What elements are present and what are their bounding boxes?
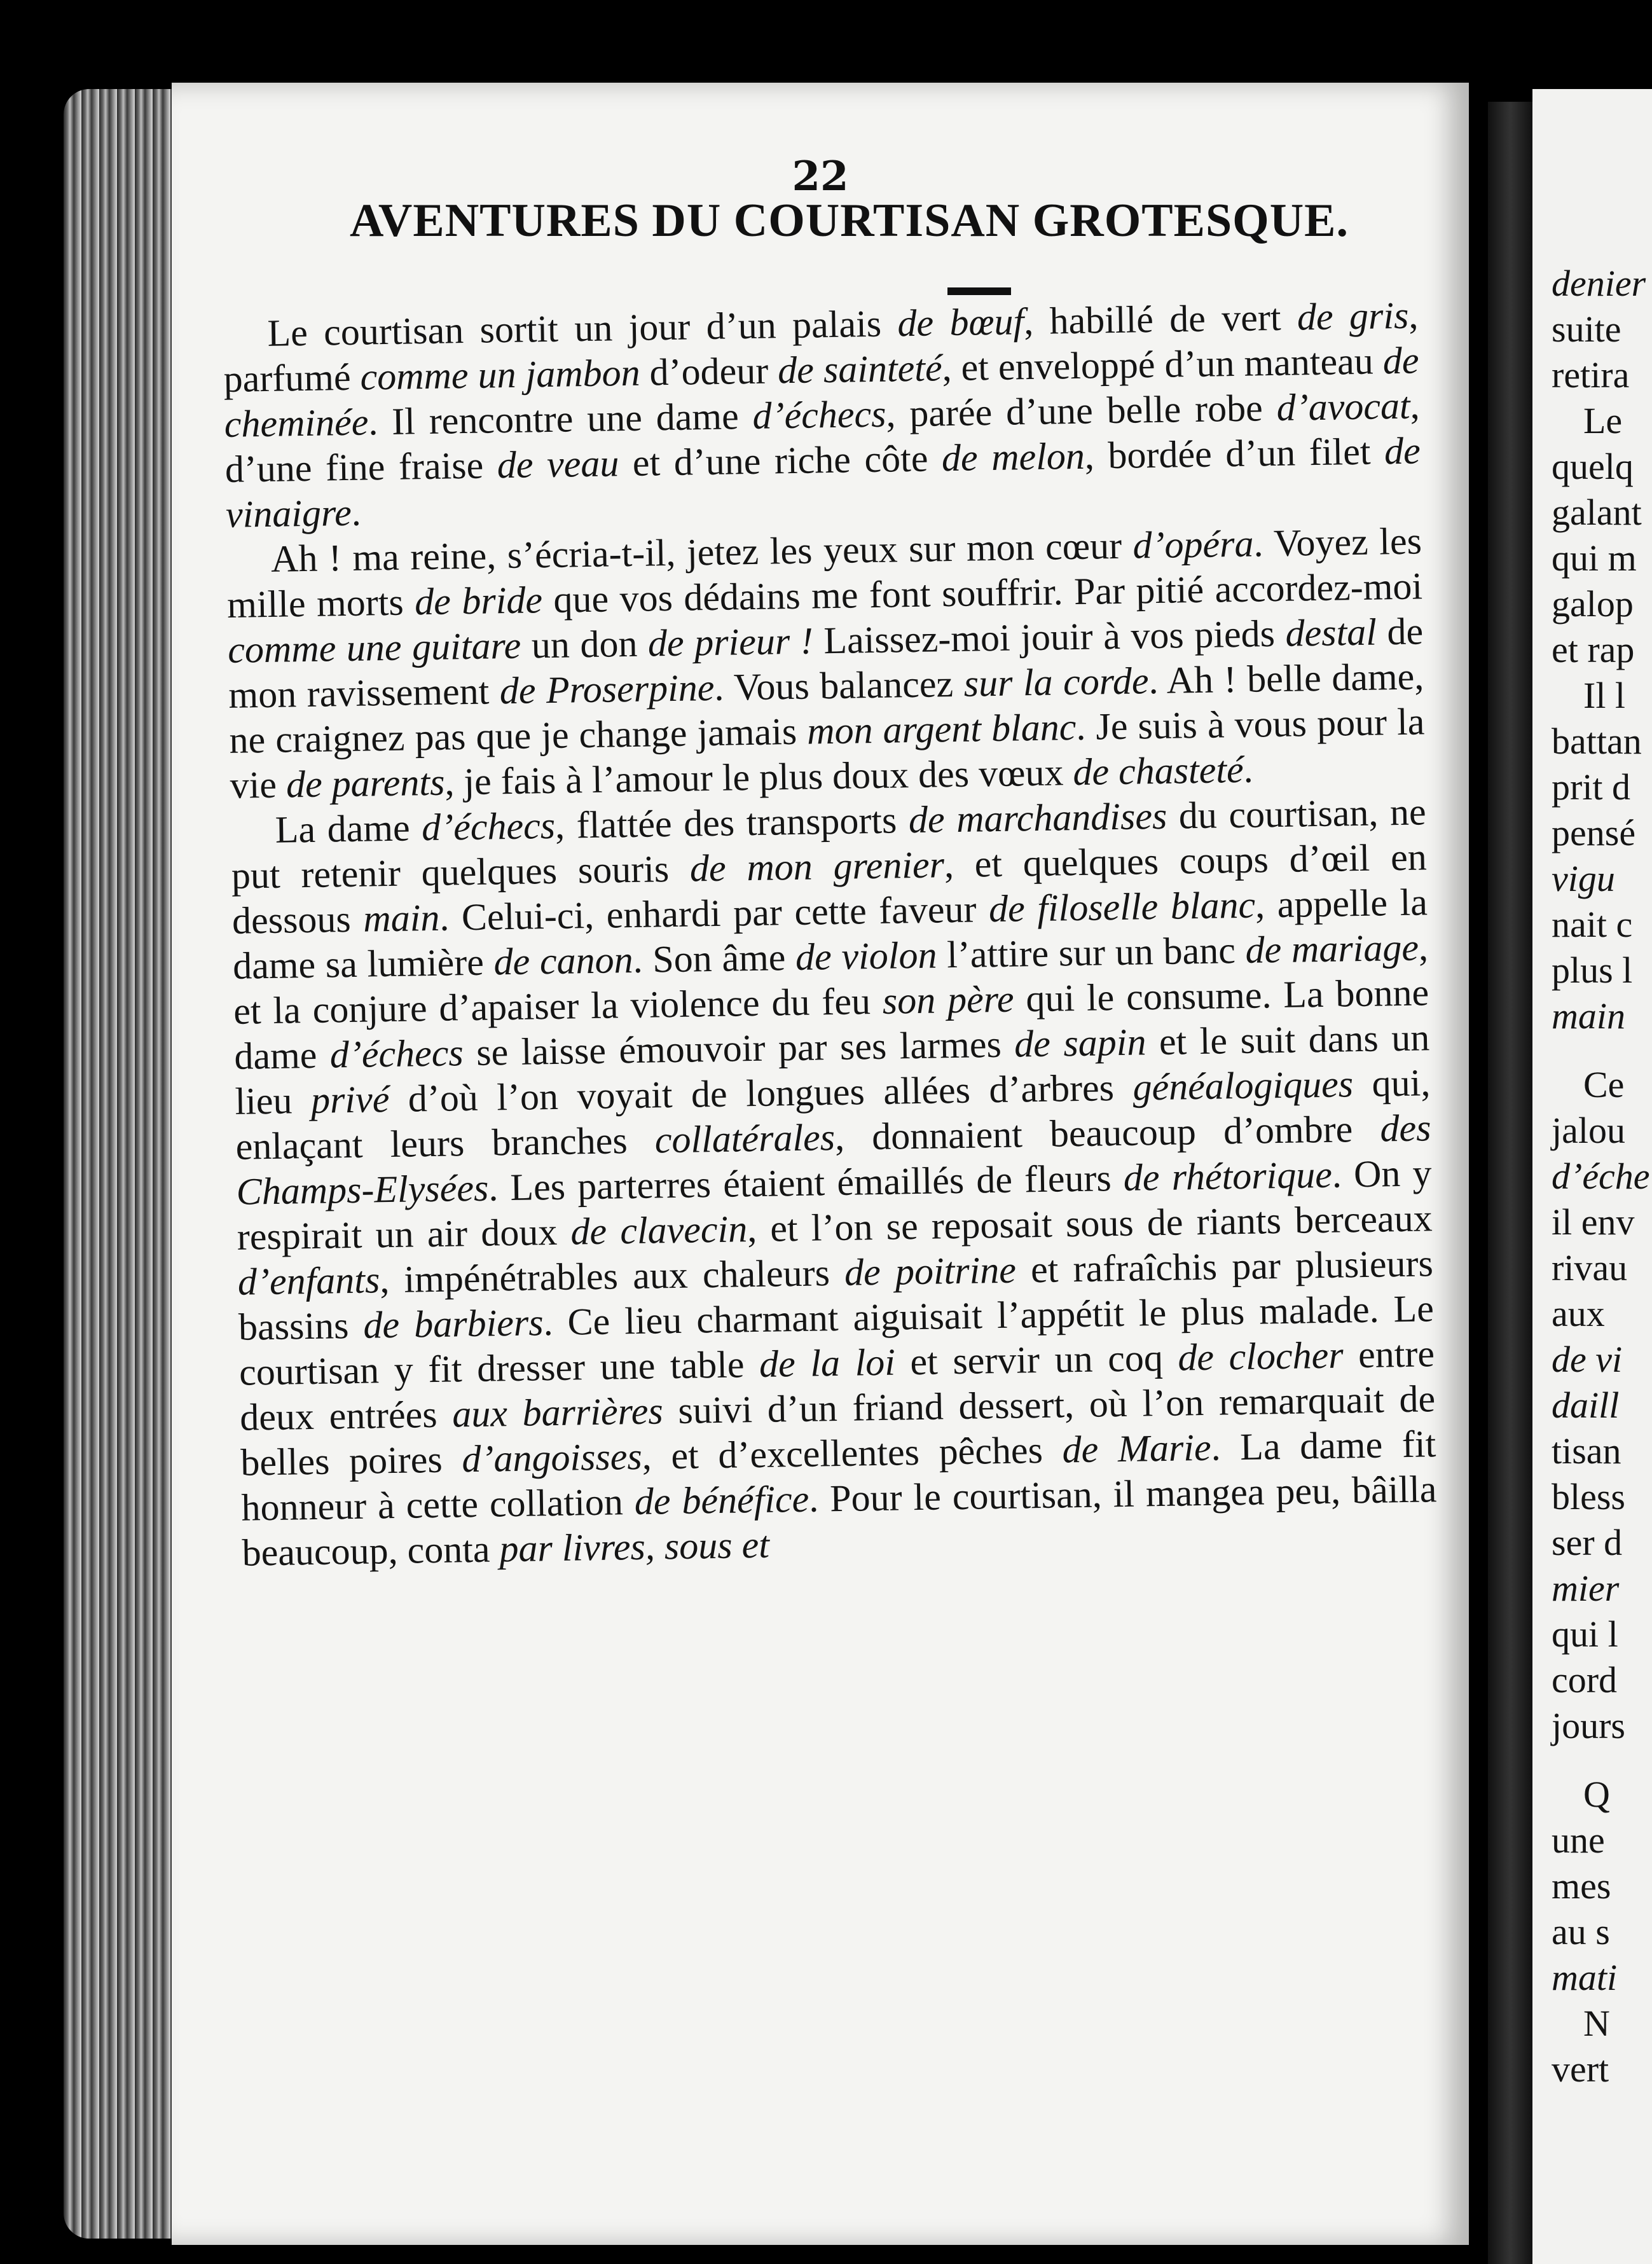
italic-phrase: d’échecs [421, 804, 556, 849]
text-run: . Celui-ci, enhardi par cette faveur [439, 888, 989, 939]
text-fragment: tisan [1552, 1430, 1621, 1472]
text-run: , et enveloppé d’un manteau [942, 340, 1384, 389]
text-run: , appelle la dame sa lumière [232, 881, 1428, 987]
right-page-line [1552, 1474, 1650, 1520]
right-page-line [1552, 1612, 1650, 1657]
text-fragment: une [1552, 1819, 1605, 1861]
right-page-partial [1532, 89, 1652, 2264]
text-fragment: N [1583, 2003, 1610, 2044]
text-fragment: Ce [1583, 1064, 1625, 1105]
text-run: . Pour le courtisan, il mangea peu, bâilla beaucoup, conta [242, 1468, 1437, 1574]
right-page-line [1552, 1772, 1650, 1818]
italic-phrase: aux barrières [451, 1390, 664, 1435]
text-fragment: qui l [1552, 1613, 1618, 1655]
italic-phrase: de bride [414, 579, 543, 623]
text-fragment: jours [1552, 1705, 1625, 1746]
text-fragment: Il l [1583, 675, 1626, 716]
text-run: , donnaient beaucoup d’ombre [834, 1107, 1380, 1159]
text-run: , habillé de vert [1023, 296, 1298, 343]
italic-phrase: de clocher [1177, 1334, 1344, 1379]
italic-phrase: d’opéra [1132, 522, 1254, 567]
paragraph [226, 518, 1426, 808]
right-page-line [1552, 764, 1650, 810]
text-run: . Voyez les mille morts [226, 520, 1422, 626]
italic-fragment: mier [1552, 1568, 1620, 1609]
text-fragment: suite [1552, 308, 1621, 350]
text-run: . Il rencontre une dame [368, 394, 754, 443]
paragraph [230, 789, 1438, 1575]
text-run: et rafraîchis par plusieurs bassins [238, 1242, 1434, 1348]
text-fragment: cord [1552, 1659, 1618, 1701]
text-run: , et l’on se reposait sous de riants berceaux [747, 1197, 1433, 1250]
text-run: qui le consume. La bonne dame [233, 971, 1429, 1077]
text-fragment: il env [1552, 1201, 1635, 1243]
text-run: et le suit dans un lieu [234, 1016, 1430, 1122]
right-page-line [1552, 352, 1650, 398]
text-fragment: galant [1552, 492, 1642, 533]
right-page-line [1552, 1154, 1650, 1199]
italic-phrase: destal [1285, 611, 1377, 654]
italic-phrase: de vinaigre [225, 429, 1421, 535]
book-gutter [1488, 102, 1532, 2264]
right-page-line [1552, 1520, 1650, 1566]
italic-phrase: comme un jambon [360, 351, 641, 398]
right-page-line [1552, 1108, 1650, 1154]
right-page-line [1552, 1291, 1650, 1337]
text-run: l’attire sur un banc [936, 928, 1246, 976]
text-run: Ah ! ma reine, s’écria-t-il, jetez les yeux sur mon cœur [270, 524, 1134, 580]
italic-phrase: de bœuf [897, 300, 1024, 345]
italic-phrase: généalogiques [1132, 1063, 1354, 1108]
italic-phrase: de sainteté [777, 347, 943, 392]
text-fragment: battan [1552, 721, 1642, 762]
italic-fragment: daill [1552, 1384, 1620, 1426]
right-page-line [1552, 993, 1650, 1039]
text-run: . Les parterres étaient émaillés de fleurs [488, 1156, 1124, 1209]
text-run: un don [520, 622, 649, 666]
text-run: , flattée des transports [554, 799, 909, 846]
right-page-line [1552, 2047, 1650, 2092]
right-page-line [1552, 673, 1650, 719]
chapter-title: AVENTURES DU COURTISAN GROTESQUE. [350, 195, 1349, 247]
right-page-line [1552, 1909, 1650, 1955]
right-page-line [1552, 1428, 1650, 1474]
page-edges [64, 89, 178, 2239]
text-run: Laissez-moi jouir à vos pieds [813, 612, 1286, 662]
italic-phrase: de gris [1297, 294, 1409, 338]
text-fragment: aux [1552, 1293, 1605, 1334]
text-run: suivi d’un friand dessert, où l’on remarquait de belles poires [240, 1377, 1436, 1484]
italic-phrase: de prieur ! [647, 619, 814, 665]
text-fragment: Q [1583, 1774, 1610, 1815]
text-run: , et d’excellentes pêches [642, 1428, 1063, 1477]
italic-fragment: de vi [1552, 1339, 1623, 1380]
italic-phrase: de clavecin [570, 1208, 748, 1253]
italic-fragment: d’éche [1552, 1156, 1650, 1197]
italic-phrase: de poitrine [844, 1248, 1017, 1294]
right-page-line [1552, 444, 1650, 490]
text-run: , et quelques coups d’œil en dessous [231, 836, 1428, 942]
text-run: , parfumé [223, 294, 1419, 400]
text-run: . Son âme [633, 935, 796, 981]
text-run: d’odeur [640, 349, 778, 394]
right-page-line [1552, 1863, 1650, 1909]
right-page-line [1552, 719, 1650, 764]
text-fragment: et rap [1552, 629, 1635, 670]
body-text [223, 293, 1438, 1575]
italic-phrase: de chasteté [1072, 748, 1244, 794]
italic-phrase: de filoselle blanc [988, 883, 1256, 930]
page-number: 22 [792, 153, 849, 200]
text-fragment: jalou [1552, 1110, 1625, 1151]
text-run: de mon ravissement [228, 610, 1424, 716]
text-run: . Ah ! belle dame, ne craignez pas que je change jamais [229, 655, 1424, 761]
text-run: et d’une riche côte [618, 437, 942, 485]
text-run: La dame [275, 806, 422, 851]
italic-phrase: de cheminée [224, 339, 1419, 445]
text-fragment: rivau [1552, 1247, 1628, 1288]
text-run: , impénétrables aux chaleurs [379, 1251, 845, 1301]
text-run: et servir un coq [895, 1336, 1178, 1383]
text-fragment: vert [1552, 2048, 1609, 2090]
italic-phrase: des Champs-Elysées [236, 1107, 1431, 1213]
text-fragment: qui m [1552, 537, 1637, 579]
title-separator [947, 287, 1011, 295]
text-run: , bordée d’un filet [1084, 430, 1385, 477]
text-fragment: retira [1552, 354, 1630, 396]
italic-phrase: de marchandises [908, 794, 1167, 841]
text-run: d’où l’on voyait de longues allées d’arbres [389, 1066, 1134, 1121]
italic-phrase: collatérales [654, 1116, 836, 1161]
text-run: , je fais à l’amour le plus doux des vœux [444, 751, 1073, 803]
text-fragment: ser d [1552, 1522, 1623, 1563]
text-run: entre deux entrées [239, 1332, 1435, 1439]
text-fragment: quelq [1552, 446, 1634, 487]
italic-phrase: d’enfants [237, 1259, 380, 1303]
right-page-line [1552, 856, 1650, 902]
text-run: qui, enlaçant leurs branches [235, 1061, 1431, 1168]
italic-phrase: d’échecs [752, 392, 886, 437]
italic-phrase: de canon [493, 938, 634, 983]
right-page-line [1552, 1337, 1650, 1383]
text-run: , et la conjure d’apaiser la violence du feu [233, 926, 1429, 1032]
scanned-book-spread [64, 64, 1652, 2264]
right-page-line [1552, 1657, 1650, 1703]
text-fragment: pensé [1552, 812, 1636, 853]
italic-phrase: de Proserpine [499, 666, 715, 712]
italic-fragment: mati [1552, 1957, 1618, 1998]
right-page-line [1552, 1199, 1650, 1245]
right-page-line [1552, 1703, 1650, 1749]
text-run: , d’une fine fraise [224, 384, 1421, 490]
right-page-line [1552, 1566, 1650, 1612]
left-page [172, 83, 1469, 2245]
right-page-text [1552, 261, 1650, 2092]
italic-phrase: main [362, 896, 440, 940]
italic-phrase: de veau [497, 442, 619, 487]
text-run: , parée d’une belle robe [885, 386, 1277, 435]
text-fragment: mes [1552, 1865, 1611, 1907]
right-page-line [1552, 1818, 1650, 1863]
text-fragment: Le [1583, 400, 1623, 441]
text-fragment: plus l [1552, 949, 1633, 991]
italic-phrase: par livres, sous et [499, 1523, 770, 1570]
italic-phrase: de melon [941, 434, 1085, 480]
right-page-line [1552, 1245, 1650, 1291]
italic-fragment: main [1552, 995, 1625, 1037]
text-run: . Je suis à vous pour la vie [230, 700, 1425, 806]
text-run: . On y respirait un air doux [237, 1152, 1433, 1258]
italic-fragment: vigu [1552, 858, 1615, 899]
italic-phrase: mon argent blanc [806, 705, 1077, 752]
italic-fragment: denier [1552, 263, 1646, 304]
italic-phrase: de parents [286, 761, 445, 806]
text-run: Le courtisan sortit un jour d’un palais [267, 302, 898, 354]
text-run: . Ce lieu charmant aiguisait l’appétit le plus malade. Le courtisan y fit dresser une table [238, 1287, 1435, 1393]
text-run: . [351, 491, 362, 534]
right-page-line [1552, 810, 1650, 856]
italic-phrase: de mariage [1245, 926, 1419, 971]
text-fragment: nait c [1552, 904, 1633, 945]
text-run: se laisse émouvoir par ses larmes [463, 1023, 1015, 1074]
text-fragment: galop [1552, 583, 1634, 625]
italic-phrase: d’angoisses [461, 1435, 643, 1481]
right-page-line [1552, 1955, 1650, 2001]
right-page-line [1552, 581, 1650, 627]
right-page-line [1552, 307, 1650, 352]
text-run: du courtisan, ne put retenir quelques souris [231, 790, 1427, 897]
italic-phrase: de rhétorique [1123, 1153, 1333, 1199]
right-page-line [1552, 1062, 1650, 1108]
right-page-line [1552, 261, 1650, 307]
italic-phrase: d’échecs [329, 1032, 464, 1076]
italic-phrase: de sapin [1014, 1021, 1146, 1065]
paragraph [223, 293, 1421, 537]
italic-phrase: son père [882, 977, 1015, 1022]
right-page-line [1552, 398, 1650, 444]
text-run: que vos dédains me font souffrir. Par pitié accordez-moi [542, 565, 1423, 621]
italic-phrase: d’avocat [1276, 384, 1411, 429]
right-page-line [1552, 1383, 1650, 1428]
text-run: . La dame fit honneur à cette collation [241, 1423, 1436, 1529]
text-fragment: au s [1552, 1911, 1610, 1952]
text-run: . [1243, 748, 1254, 790]
italic-phrase: comme une guitare [227, 624, 521, 671]
right-page-line [1552, 490, 1650, 535]
text-fragment: prit d [1552, 766, 1631, 808]
text-fragment: bless [1552, 1476, 1625, 1517]
italic-phrase: de bénéfice [634, 1477, 809, 1523]
text-run: . Vous balancez [713, 662, 965, 708]
italic-phrase: de mon grenier [689, 843, 945, 890]
italic-phrase: de la loi [759, 1341, 896, 1385]
right-page-line [1552, 948, 1650, 993]
right-page-line [1552, 2001, 1650, 2047]
italic-phrase: de violon [795, 934, 937, 978]
right-page-line [1552, 535, 1650, 581]
italic-phrase: sur la corde [963, 659, 1150, 705]
italic-phrase: de barbiers [362, 1301, 544, 1346]
right-page-line [1552, 627, 1650, 673]
italic-phrase: privé [310, 1078, 390, 1121]
italic-phrase: de Marie [1062, 1426, 1212, 1471]
right-page-line [1552, 902, 1650, 948]
